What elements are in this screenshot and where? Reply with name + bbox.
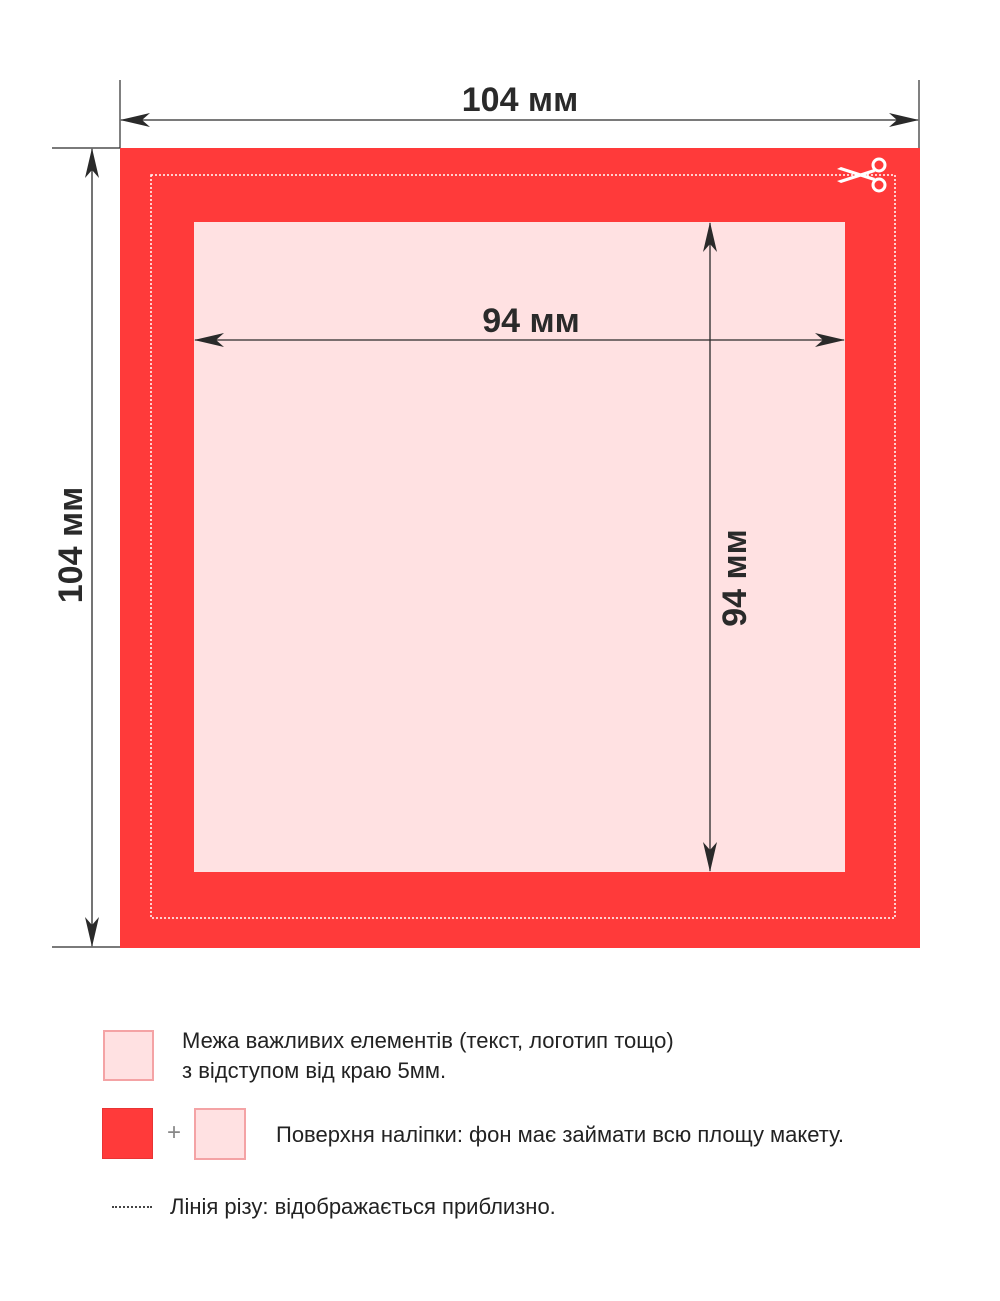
inner-height-label: 94 мм [716,529,754,627]
plus-sign: + [167,1119,182,1146]
inner-width-label: 94 мм [482,302,580,340]
bleed-swatch [102,1108,153,1159]
safe-zone-legend-line-1: Межа важливих елементів (текст, логотип тощо) [182,1028,674,1053]
outer-height-label: 104 мм [52,486,90,604]
sticker-surface-legend-text: Поверхня наліпки: фон має займати всю площу макету. [276,1122,845,1147]
cut-line-legend-text: Лінія різу: відображається приблизно. [170,1194,556,1219]
cut-line-legend-symbol [112,1206,152,1208]
safe-zone-legend-line-2: з відступом від краю 5мм. [182,1058,447,1083]
sticker-surface-swatch [194,1108,246,1160]
outer-width-label: 104 мм [461,81,579,119]
safe-zone-swatch [103,1030,154,1081]
